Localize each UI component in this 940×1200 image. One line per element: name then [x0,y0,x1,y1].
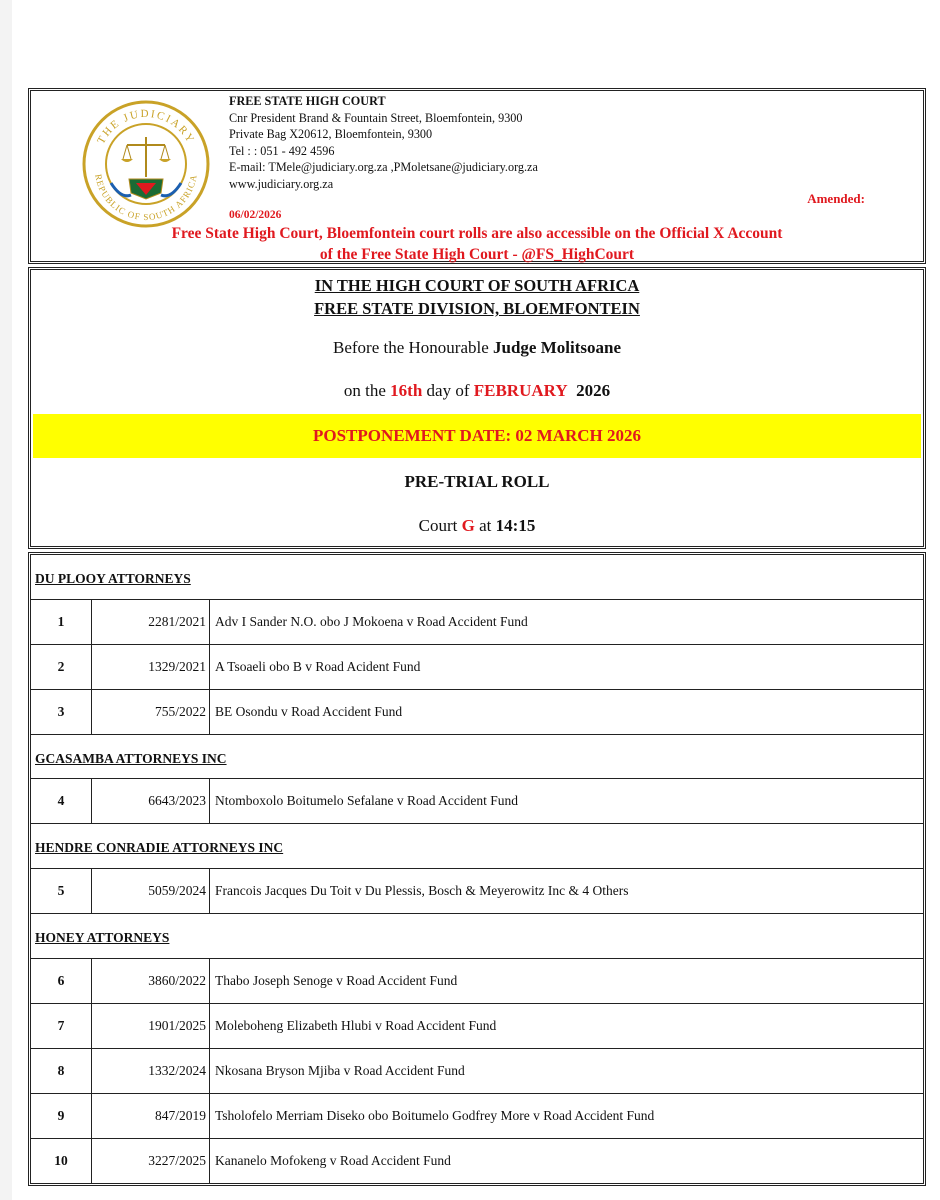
case-parties [215,1094,654,1138]
case-number-index [31,1139,92,1184]
firm-header-row [31,555,923,600]
case-row [31,1004,923,1049]
amended-date: 06/02/2026 [229,209,282,221]
case-number-index [31,959,92,1003]
case-number-text: 2281/2021 [148,613,206,629]
division-title: FREE STATE DIVISION, BLOEMFONTEIN [314,299,640,318]
case-number [92,600,210,644]
case-number-index [31,869,92,913]
case-number-text: 1329/2021 [148,658,206,674]
case-number [92,1139,210,1184]
case-number-text: 1332/2024 [148,1062,206,1078]
case-number [92,645,210,689]
court-address-block [229,93,538,192]
website-link[interactable]: www.judiciary.org.za [229,176,334,191]
case-row [31,1094,923,1139]
court-name: FREE STATE HIGH COURT [229,94,386,108]
notice-line-1: Free State High Court, Bloemfontein court rolls are also accessible on the Official X Account [171,225,783,242]
case-number [92,959,210,1003]
x-account-notice [31,223,923,265]
case-number-index-text: 1 [57,613,65,629]
case-number [92,1049,210,1093]
seal-top-text: THE JUDICIARY [95,107,197,147]
case-parties-text: Adv I Sander N.O. obo J Mokoena v Road Accident Fund [215,613,528,629]
before-prefix: Before the Honourable [332,338,494,357]
case-row [31,1049,923,1094]
case-number [92,690,210,734]
date-day: 16th [390,381,423,400]
postponement-date: POSTPONEMENT DATE: 02 MARCH 2026 [312,426,642,445]
case-parties [215,1004,496,1048]
judiciary-seal-icon [81,99,211,229]
case-number [92,1094,210,1138]
postponement-banner [33,414,921,458]
case-row [31,869,923,914]
case-parties-text: Ntomboxolo Boitumelo Sefalane v Road Accident Fund [215,793,518,809]
judge-name: Judge Molitsoane [493,338,621,357]
court-letter: G [461,516,475,535]
case-parties [215,1139,451,1184]
case-number-text: 1901/2025 [148,1017,206,1033]
case-row [31,600,923,645]
judge-line [31,338,923,358]
roll-type: PRE-TRIAL ROLL [404,472,550,491]
date-prefix: on the [343,381,391,400]
court-prefix: Court [418,516,462,535]
case-number [92,1004,210,1048]
case-number-index [31,779,92,823]
seal-bottom-text: REPUBLIC OF SOUTH AFRICA [93,173,199,223]
case-number-text: 847/2019 [154,1107,206,1123]
case-parties-text: Moleboheng Elizabeth Hlubi v Road Accident Fund [215,1017,497,1033]
case-number-index-text: 10 [54,1153,68,1169]
scales-of-justice-icon [111,137,181,199]
date-line [31,381,923,401]
case-number-index-text: 9 [57,1107,65,1123]
firm-header-row [31,914,923,959]
case-number-index-text: 6 [57,972,65,988]
case-number-index-text: 5 [57,883,65,899]
amended-label: Amended: [807,191,865,206]
case-parties [215,779,518,823]
case-number-index [31,690,92,734]
date-month: FEBRUARY [473,381,568,400]
case-parties [215,690,402,734]
case-parties [215,869,629,913]
case-number-text: 5059/2024 [148,883,206,899]
case-parties-text: A Tsoaeli obo B v Road Acident Fund [215,658,421,674]
court-time: 14:15 [495,516,536,535]
attorney-firm-name: HENDRE CONRADIE ATTORNEYS INC [35,840,284,856]
case-number-index [31,600,92,644]
case-number-index-text: 3 [57,703,65,719]
street-address: Cnr President Brand & Fountain Street, Bloemfontein, 9300 [229,110,523,125]
date-middle: day of [422,381,474,400]
case-number-index [31,645,92,689]
case-number-index-text: 2 [57,658,65,674]
case-parties-text: Francois Jacques Du Toit v Du Plessis, Bosch & Meyerowitz Inc & 4 Others [215,883,629,899]
case-parties [215,645,420,689]
court-middle: at [474,516,496,535]
document-page [12,0,940,1200]
case-number [92,779,210,823]
email-addresses[interactable]: E-mail: TMele@judiciary.org.za ,PMoletsane@judiciary.org.za [229,160,538,174]
case-number-index-text: 8 [57,1062,65,1078]
firm-header-row [31,824,923,869]
case-row [31,779,923,824]
case-parties-text: Nkosana Bryson Mjiba v Road Accident Fund [215,1062,465,1078]
case-row [31,690,923,735]
case-number-text: 755/2022 [154,703,206,719]
date-year: 2026 [576,381,611,400]
court-title: IN THE HIGH COURT OF SOUTH AFRICA [314,276,640,295]
court-header [28,88,926,264]
case-row [31,959,923,1004]
case-parties [215,959,457,1003]
case-parties-text: Tsholofelo Merriam Diseko obo Boitumelo Godfrey More v Road Accident Fund [215,1107,655,1123]
attorney-firm-name: DU PLOOY ATTORNEYS [35,571,191,586]
roll-title-block [28,267,926,549]
case-parties-text: BE Osondu v Road Accident Fund [215,703,403,719]
case-number-index [31,1094,92,1138]
case-parties [215,1049,465,1093]
attorney-firm-name: GCASAMBA ATTORNEYS INC [35,750,227,766]
case-number-index [31,1049,92,1093]
case-row [31,1139,923,1184]
case-number-text: 6643/2023 [148,793,206,809]
case-parties-text: Thabo Joseph Senoge v Road Accident Fund [215,972,458,988]
postal-address: Private Bag X20612, Bloemfontein, 9300 [229,127,433,141]
case-parties [215,600,528,644]
case-number-text: 3860/2022 [148,972,206,988]
notice-line-2: of the Free State High Court - @FS_HighCourt [319,246,635,263]
telephone: Tel : : 051 - 492 4596 [229,143,335,158]
case-number-text: 3227/2025 [148,1153,206,1169]
case-number-index-text: 7 [57,1017,65,1033]
firm-header-row [31,735,923,780]
court-roll-table [28,552,926,1186]
case-parties-text: Kananelo Mofokeng v Road Accident Fund [215,1153,451,1169]
case-number-index-text: 4 [57,793,65,809]
case-number [92,869,210,913]
case-row [31,645,923,690]
attorney-firm-name: HONEY ATTORNEYS [35,930,170,946]
case-number-index [31,1004,92,1048]
court-time-line [31,516,923,536]
